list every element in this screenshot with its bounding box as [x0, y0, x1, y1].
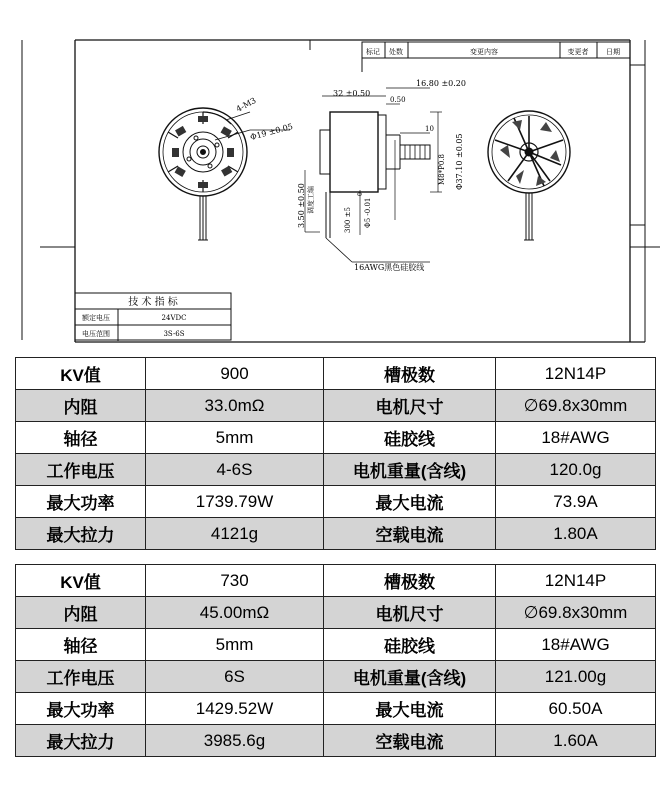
spec-value: 6S — [146, 661, 324, 693]
spec-label: 硅胶线 — [324, 629, 496, 661]
table-row — [16, 597, 656, 629]
header-cell: 处数 — [389, 48, 403, 56]
spec-label: 工作电压 — [16, 661, 146, 693]
tech-spec-box — [75, 293, 231, 341]
header-cell: 变更内容 — [470, 48, 498, 56]
dim-label: M8*P0.8 — [438, 154, 446, 185]
spec-value: 1.60A — [496, 725, 656, 757]
dim-label: 4-M3 — [234, 95, 258, 114]
tech-spec-label: 电压范围 — [82, 330, 110, 338]
spec-value: 73.9A — [496, 486, 656, 518]
spec-value: 5mm — [146, 422, 324, 454]
spec-value: 1.80A — [496, 518, 656, 550]
table-row — [16, 518, 656, 550]
spec-label: 槽极数 — [324, 565, 496, 597]
header-cell: 标记 — [366, 48, 380, 56]
spec-label: 内阻 — [16, 597, 146, 629]
drawing-frame — [22, 40, 660, 342]
dim-label: Φ37.10 ±0.05 — [455, 133, 464, 190]
motor-rear-view — [488, 111, 570, 240]
table-row — [16, 661, 656, 693]
spec-value: 4121g — [146, 518, 324, 550]
spec-value: 121.00g — [496, 661, 656, 693]
revision-header — [362, 42, 630, 72]
spec-label: 空载电流 — [324, 518, 496, 550]
dim-label: Φ5 -0.01 — [364, 197, 372, 228]
spec-label: 槽极数 — [324, 358, 496, 390]
dim-label: 300 ±5 — [344, 207, 352, 233]
dim-label: 3.50 ±0.50 — [297, 183, 306, 228]
spec-label: 最大拉力 — [16, 518, 146, 550]
spec-value: 60.50A — [496, 693, 656, 725]
motor-side-view — [305, 88, 442, 262]
motor-technical-drawing — [0, 0, 668, 350]
tech-spec-title: 技 术 指 标 — [128, 297, 178, 308]
spec-label: 最大拉力 — [16, 725, 146, 757]
tech-spec-value: 3S-6S — [163, 330, 185, 338]
table-row — [16, 693, 656, 725]
spec-value: ∅69.8x30mm — [496, 390, 656, 422]
dim-label: 调度工编 — [307, 186, 315, 214]
table-row — [16, 629, 656, 661]
tech-spec-label: 额定电压 — [82, 314, 110, 322]
spec-label: 轴径 — [16, 422, 146, 454]
dim-label: 16.80 ±0.20 — [416, 79, 466, 88]
spec-value: 12N14P — [496, 565, 656, 597]
spec-label: 轴径 — [16, 629, 146, 661]
spec-label: 工作电压 — [16, 454, 146, 486]
spec-label: 最大功率 — [16, 693, 146, 725]
spec-value: ∅69.8x30mm — [496, 597, 656, 629]
spec-value: 3985.6g — [146, 725, 324, 757]
spec-value: 120.0g — [496, 454, 656, 486]
lead-wire-label: 16AWG黑色硅胶线 — [354, 263, 425, 272]
spec-value: 730 — [146, 565, 324, 597]
table-row — [16, 454, 656, 486]
spec-value: 18#AWG — [496, 422, 656, 454]
spec-value: 4-6S — [146, 454, 324, 486]
spec-label: KV值 — [16, 358, 146, 390]
spec-label: 电机尺寸 — [324, 390, 496, 422]
table-row — [16, 390, 656, 422]
header-cell: 日期 — [606, 48, 620, 56]
spec-table-730kv — [15, 564, 656, 757]
spec-table-900kv — [15, 357, 656, 550]
spec-value: 1739.79W — [146, 486, 324, 518]
dim-label: 32 ±0.50 — [333, 89, 371, 98]
dim-label: 10 — [425, 125, 434, 133]
spec-value: 18#AWG — [496, 629, 656, 661]
header-cell: 变更者 — [567, 48, 589, 56]
spec-label: 电机尺寸 — [324, 597, 496, 629]
table-row — [16, 358, 656, 390]
table-row — [16, 725, 656, 757]
spec-label: KV值 — [16, 565, 146, 597]
spec-label: 最大功率 — [16, 486, 146, 518]
dim-label: 0.50 — [390, 96, 406, 104]
spec-value: 12N14P — [496, 358, 656, 390]
spec-value: 1429.52W — [146, 693, 324, 725]
spec-label: 最大电流 — [324, 693, 496, 725]
dim-label: Φ19 ±0.05 — [249, 121, 294, 142]
spec-label: 空载电流 — [324, 725, 496, 757]
spec-value: 900 — [146, 358, 324, 390]
spec-label: 内阻 — [16, 390, 146, 422]
spec-label: 电机重量(含线) — [324, 454, 496, 486]
spec-value: 33.0mΩ — [146, 390, 324, 422]
table-row — [16, 486, 656, 518]
spec-value: 45.00mΩ — [146, 597, 324, 629]
spec-label: 最大电流 — [324, 486, 496, 518]
spec-label: 电机重量(含线) — [324, 661, 496, 693]
dim-label: 0 — [357, 192, 364, 196]
spec-label: 硅胶线 — [324, 422, 496, 454]
spec-value: 5mm — [146, 629, 324, 661]
tech-spec-value: 24VDC — [161, 314, 187, 322]
table-row — [16, 422, 656, 454]
table-row — [16, 565, 656, 597]
